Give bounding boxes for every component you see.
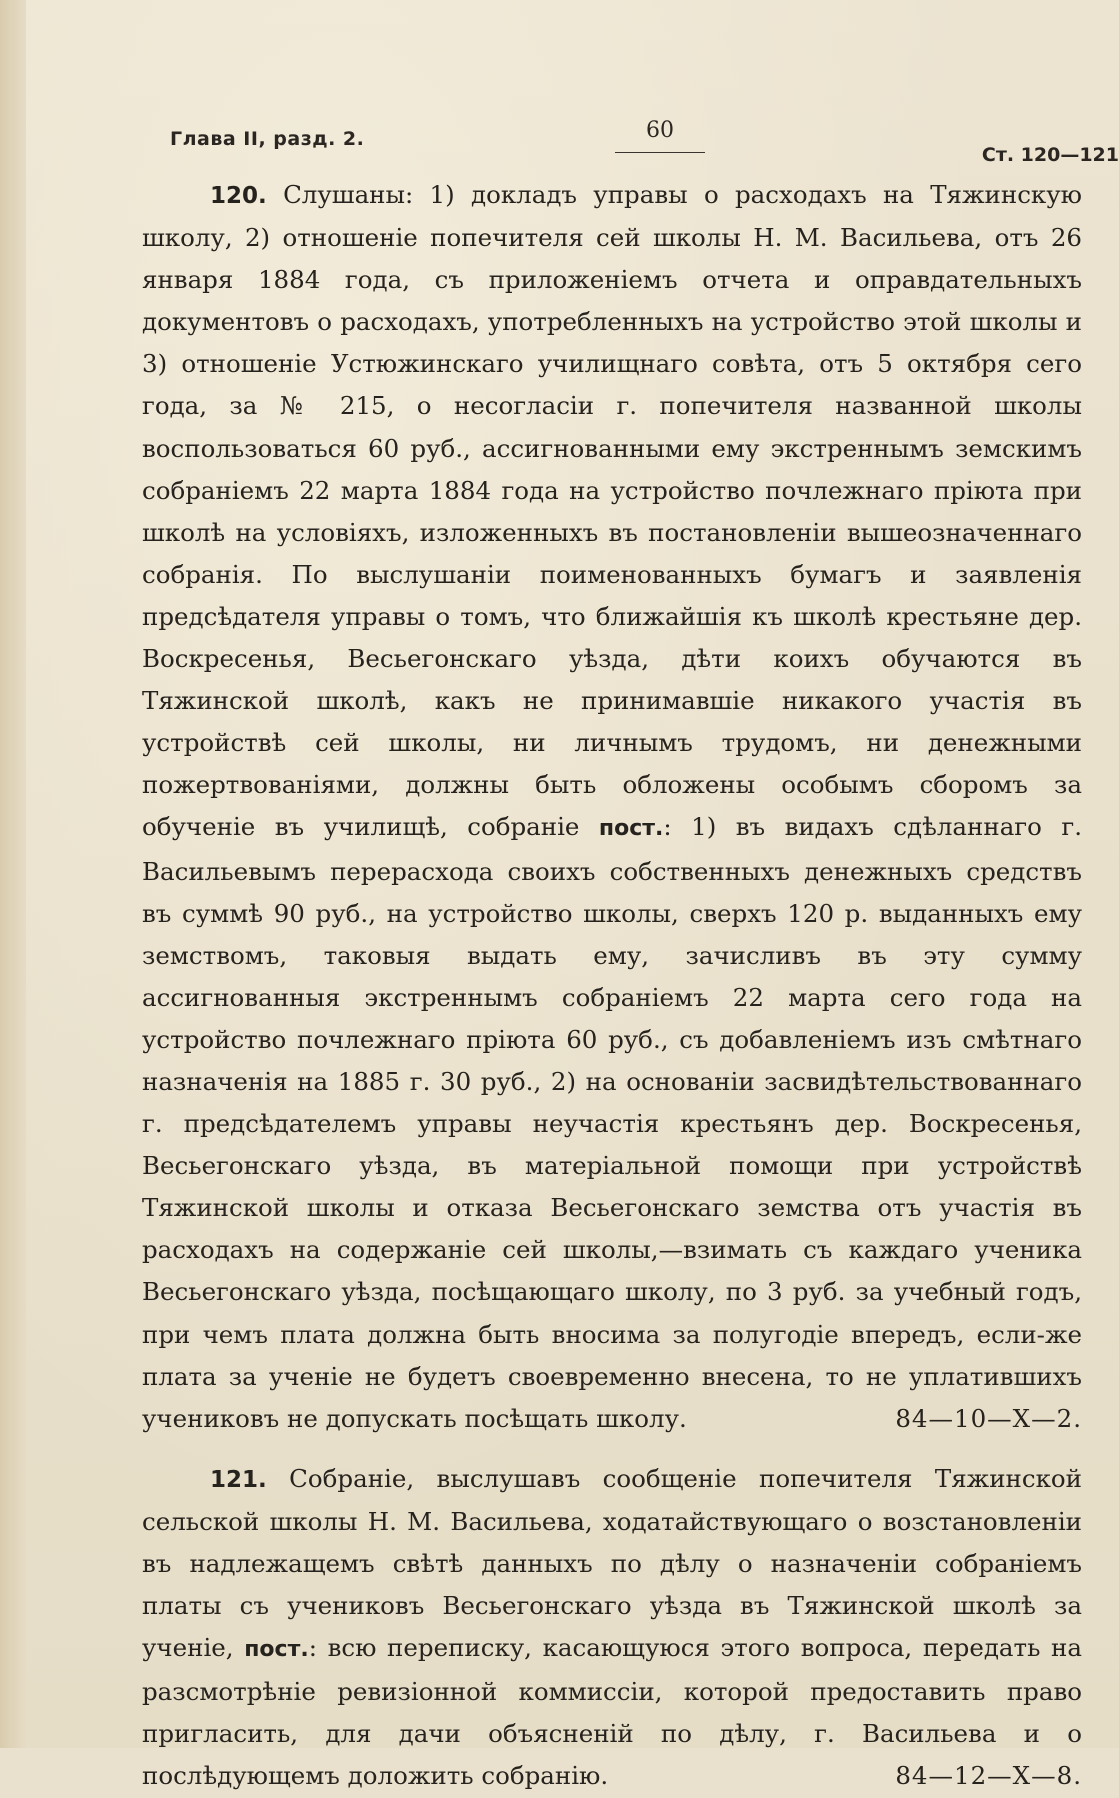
page-number: 60: [646, 118, 674, 143]
chapter-label: Глава II, разд. 2.: [170, 128, 365, 150]
paragraph-number: 121.: [210, 1466, 267, 1493]
resolution-marker: пост.: [598, 816, 664, 842]
page-number-rule: [615, 152, 705, 153]
body-text: [142, 174, 1082, 1798]
columns-label: Ст. 120—121: [981, 144, 1119, 166]
paragraph-number: 120.: [210, 183, 267, 209]
journal-reference: 84—10—X—2.: [895, 1403, 1082, 1433]
paragraph-text: : всю переписку, касающуюся этого вопроса, передать на разсмотрѣніе ревизіонной коммиссіи, которой предоставить право пригласить, для дачи объясненій по дѣлу, г. Васильева и о послѣдующемъ доложить собранію.: [142, 1633, 1082, 1791]
journal-reference: 84—12—X—8.: [895, 1761, 1082, 1791]
paragraph-121: [142, 1458, 1082, 1798]
resolution-marker: пост.: [244, 1637, 309, 1663]
page-edge: [0, 0, 26, 1748]
paragraph-text: : 1) въ видахъ сдѣланнаго г. Васильевымъ перерасхода своихъ собственныхъ денежныхъ средствъ въ суммѣ 90 руб., на устройство школы, сверхъ 120 р. выданныхъ ему земствомъ, таковыя выдать ему, зачисливъ въ эту сумму ассигнованныя экстреннымъ собраніемъ 22 марта сего года на устройство почлежнаго пріюта 60 руб., съ добавленіемъ изъ смѣтнаго назначенія на 1885 г. 30 руб., 2) на основаніи засвидѣтельствованнаго г. предсѣдателемъ управы неучастія крестьянъ дер. Воскресенья, Весьегонскаго уѣзда, въ матеріальной помощи при устройствѣ Тяжинской школы и отказа Весьегонскаго земства отъ участія въ расходахъ на содержаніе сей школы,—взимать съ каждаго ученика Весьегонскаго уѣзда, посѣщающаго школу, по 3 руб. за учебный годъ, при чемъ плата должна быть вносима за полугодіе впередъ, если-же плата за ученіе не будетъ своевременно внесена, то не уплатившихъ учениковъ не допускать посѣщать школу.: [142, 812, 1082, 1433]
page-header: [170, 118, 1119, 172]
paragraph-120: [142, 174, 1082, 1440]
paragraph-text: Собраніе, выслушавъ сообщеніе попечителя Тяжинской сельской школы Н. М. Васильева, ходатайствующаго о возстановленіи въ надлежащемъ свѣтѣ данныхъ по дѣлу о назначеніи собраніемъ платы съ учениковъ Весьегонскаго уѣзда въ Тяжинской школѣ за ученіе,: [142, 1463, 1082, 1663]
paragraph-text: Слушаны: 1) докладъ управы о расходахъ на Тяжинскую школу, 2) отношеніе попечителя сей школы Н. М. Васильева, отъ 26 января 1884 года, съ приложеніемъ отчета и оправдательныхъ документовъ о расходахъ, употребленныхъ на устройство этой школы и 3) отношеніе Устюжинскаго училищнаго совѣта, отъ 5 октября сего года, за № 215, о несогласіи г. попечителя названной школы воспользоваться 60 руб., ассигнованными ему экстреннымъ земскимъ собраніемъ 22 марта 1884 года на устройство почлежнаго пріюта при школѣ на условіяхъ, изложенныхъ въ постановленіи вышеозначеннаго собранія. По выслушаніи поименованныхъ бумагъ и заявленія предсѣдателя управы о томъ, что ближайшія къ школѣ крестьяне дер. Воскресенья, Весьегонскаго уѣзда, дѣти коихъ обучаются въ Тяжинской школѣ, какъ не принимавшіе никакого участія въ устройствѣ сей школы, ни личнымъ трудомъ, ни денежными пожертвованіями, должны быть обложены особымъ сборомъ за обученіе въ училищѣ, собраніе: [142, 180, 1082, 842]
